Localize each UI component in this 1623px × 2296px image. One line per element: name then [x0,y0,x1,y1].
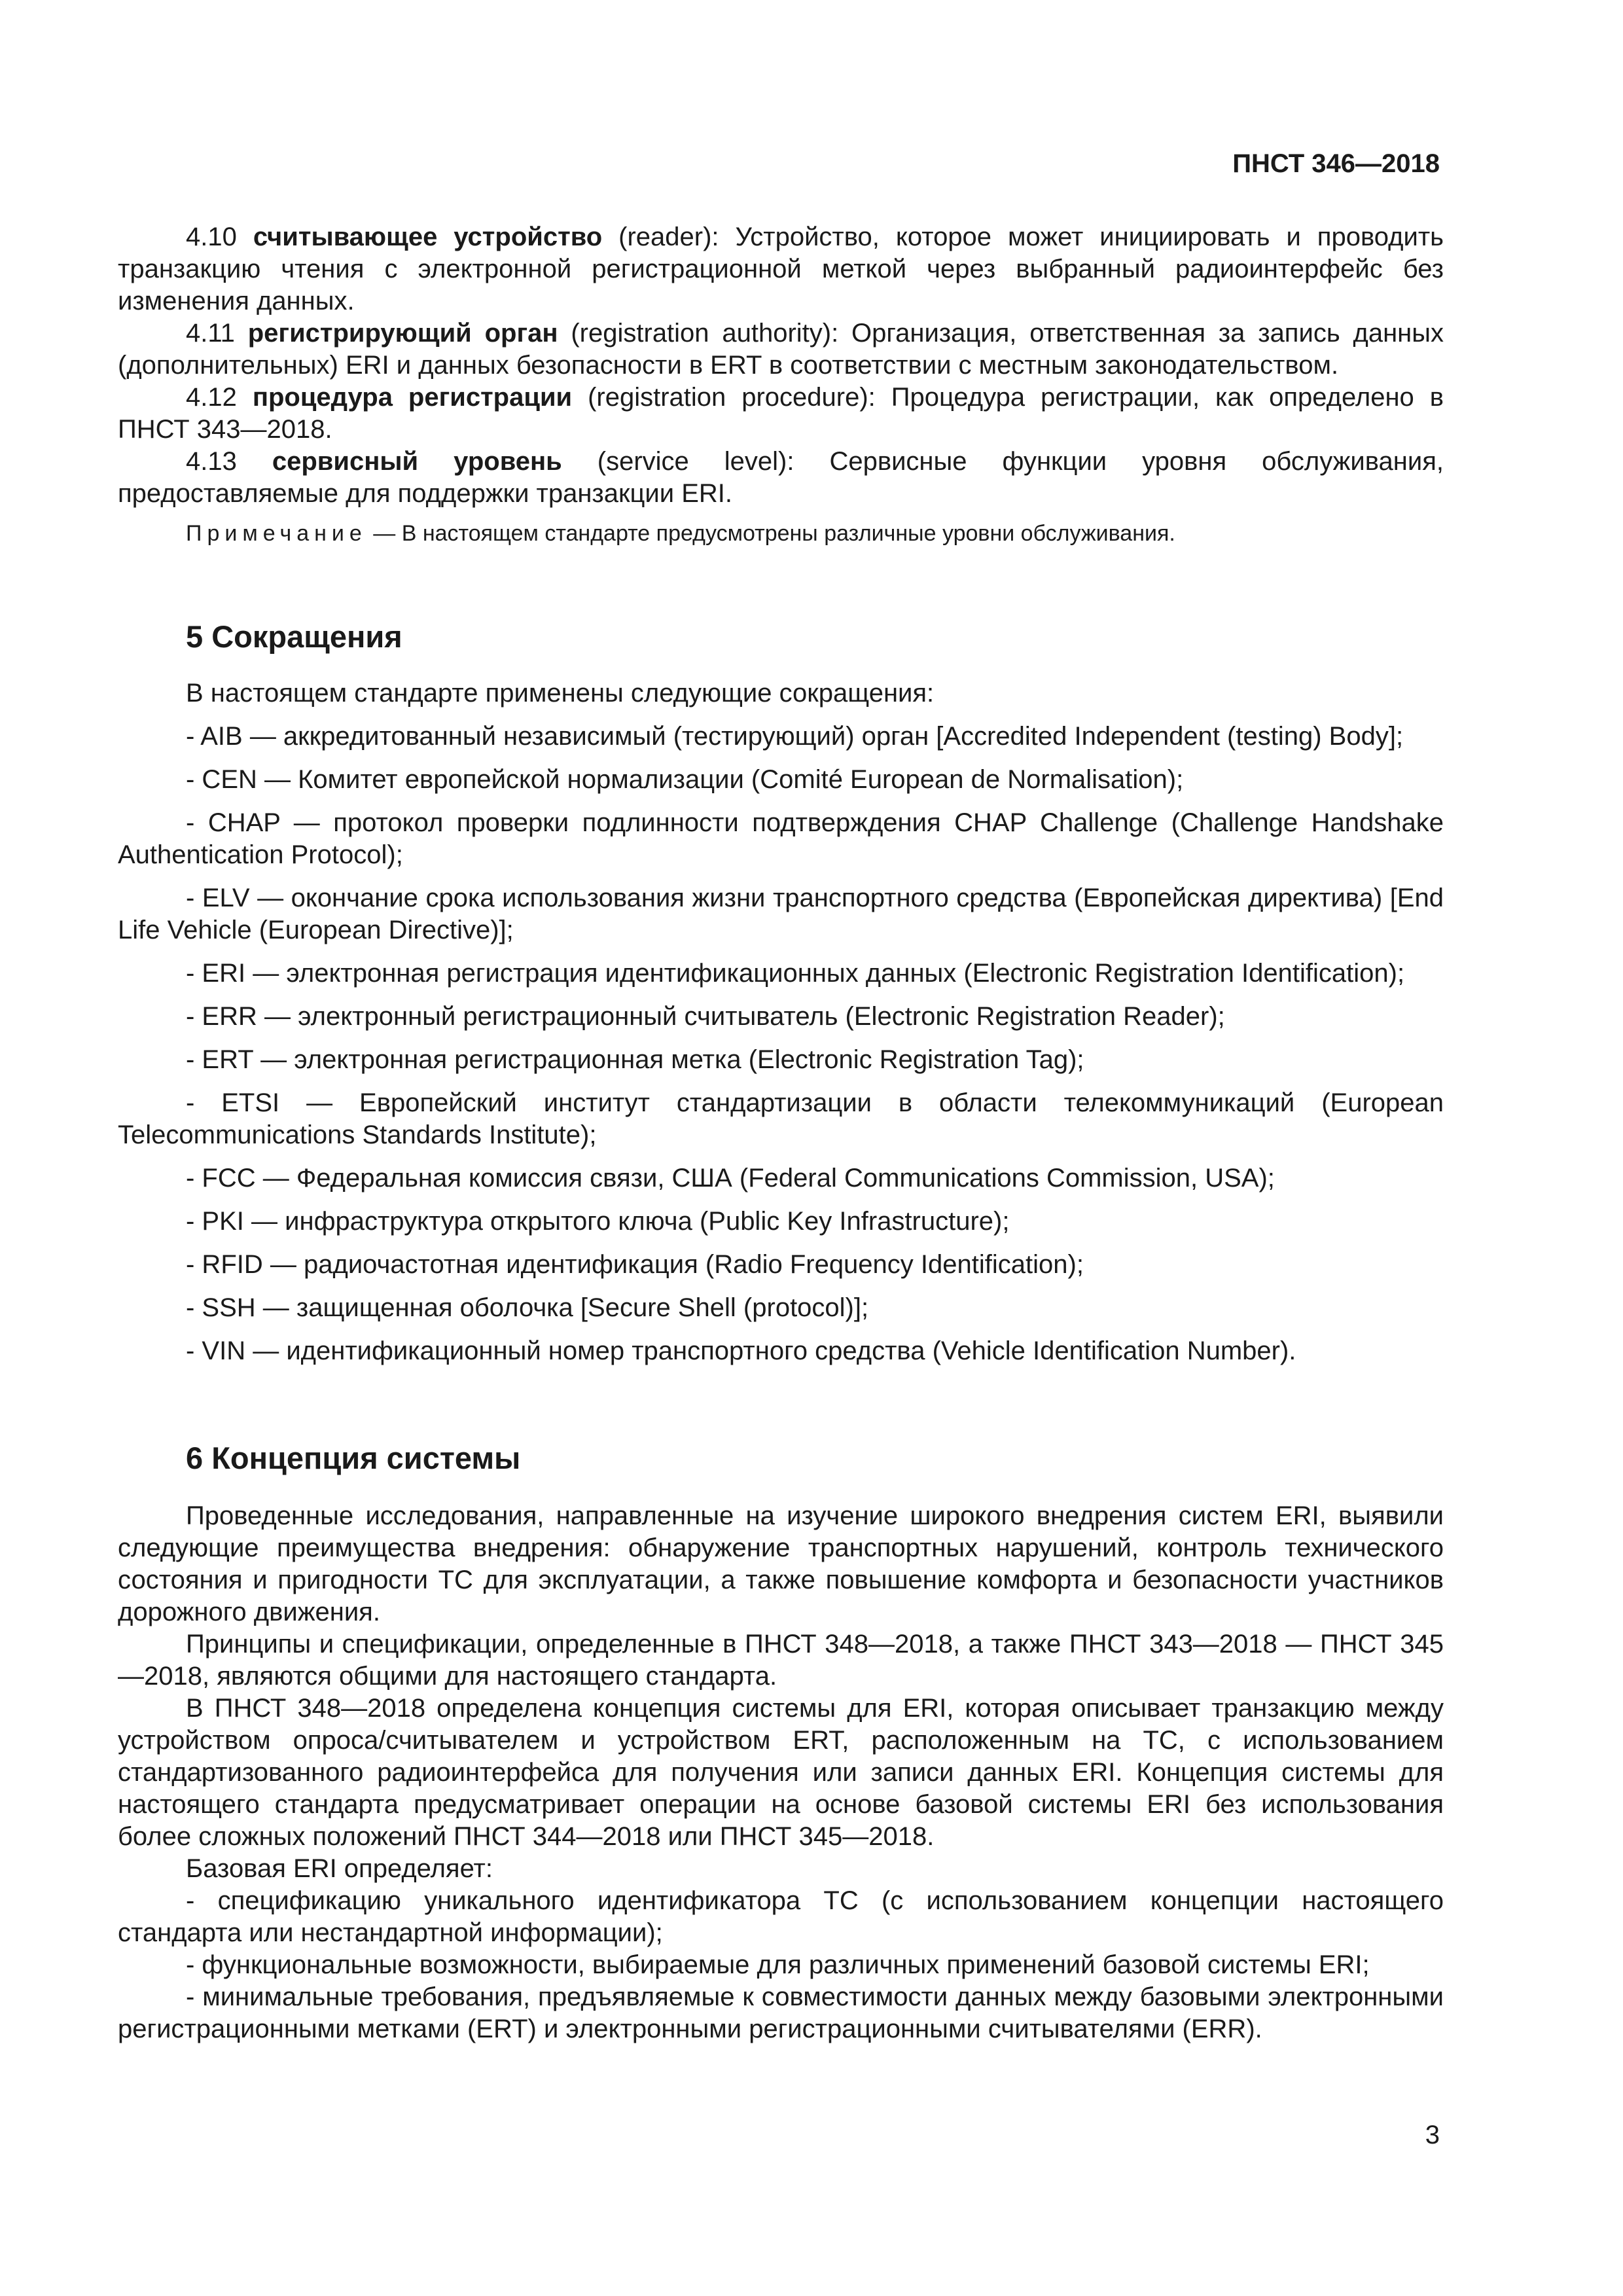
list-item: - AIB — аккредитованный независимый (тестирующий) орган [Accredited Independent (testing) Body]; [186,722,1404,751]
paragraph: Базовая ERI определяет: [186,1854,493,1883]
section-title: 6 Концепция системы [186,1441,521,1475]
note [186,519,1444,548]
term-paragraph: 4.10 считывающее устройство (reader): Устройство, которое может инициировать и проводить транзакцию чтения с электронной регистрационной меткой через выбранный радиоинтерфейс без изменения данных. [118,223,1444,315]
list-item: - VIN — идентификационный номер транспортного средства (Vehicle Identification Number). [186,1336,1296,1365]
list-item: - SSH — защищенная оболочка [Secure Shell (protocol)]; [186,1293,869,1322]
list-item: - FCC — Федеральная комиссия связи, США (Federal Communications Commission, USA); [186,1164,1275,1193]
list-item: - ETSI — Европейский институт стандартизации в области телекоммуникаций (European Telecommunications Standards Institute); [118,1088,1444,1149]
list-item: - PKI — инфраструктура открытого ключа (Public Key Infrastructure); [186,1207,1010,1236]
document-code: ПНСТ 346—2018 [1232,149,1440,178]
list-item: - ERR — электронный регистрационный считыватель (Electronic Registration Reader); [186,1002,1225,1031]
concept-text [118,1500,1444,2045]
term-name: регистрирующий орган [247,319,558,348]
list-item: - RFID — радиочастотная идентификация (Radio Frequency Identification); [186,1250,1084,1279]
list-item: - спецификацию уникального идентификатора ТС (с использованием концепции настоящего стандарта или нестандартной информации); [118,1886,1444,1947]
list-item: - функциональные возможности, выбираемые для различных применений базовой системы ERI; [186,1950,1370,1979]
list-item: - минимальные требования, предъявляемые к совместимости данных между базовыми электронными регистрационными метками (ERT) и электронными регистрационными считывателями (ERR). [118,1982,1444,2043]
term-name: считывающее устройство [253,223,603,251]
paragraph: Принципы и спецификации, определенные в ПНСТ 348—2018, а также ПНСТ 343—2018 — ПНСТ 345—2018, являются общими для настоящего стандарта. [118,1630,1444,1691]
note-label: Примечание [186,521,367,546]
list-item: - CHAP — протокол проверки подлинности подтверждения CHAP Challenge (Challenge Handshake Authentication Protocol); [118,808,1444,869]
term-paragraph: 4.11 регистрирующий орган (registration authority): Организация, ответственная за запись данных (дополнительных) ERI и данных безопасности в ERT в соответствии с местным законодательством. [118,319,1444,380]
list-item: - CEN — Комитет европейской нормализации (Comité European de Normalisation); [186,765,1184,794]
section-5 [118,619,1444,655]
abbreviations [118,677,1444,1367]
page-number: 3 [1425,2121,1440,2149]
list-item: - ERI — электронная регистрация идентификационных данных (Electronic Registration Identification); [186,959,1405,988]
term-name: сервисный уровень [272,447,562,476]
terms-block [118,221,1444,548]
section-6 [118,1440,1444,1477]
term-name: процедура регистрации [252,383,573,412]
section-title: 5 Сокращения [186,619,402,654]
paragraph: В ПНСТ 348—2018 определена концепция системы для ERI, которая описывает транзакцию между устройством опроса/считывателем и устройством ERT, расположенным на ТС, с использованием стандартизованного радиоинтерфейса для получения или записи данных ERI. Концепция системы для настоящего стандарта предусматривает операции на основе базовой системы ERI без использования более сложных положений ПНСТ 344—2018 или ПНСТ 345—2018. [118,1694,1444,1851]
paragraph: Проведенные исследования, направленные на изучение широкого внедрения систем ERI, выявили следующие преимущества внедрения: обнаружение транспортных нарушений, контроль технического состояния и пригодности ТС для эксплуатации, а также повышение комфорта и безопасности участников дорожного движения. [118,1501,1444,1626]
term-paragraph: 4.12 процедура регистрации (registration procedure): Процедура регистрации, как определено в ПНСТ 343—2018. [118,383,1444,444]
term-paragraph: 4.13 сервисный уровень (service level): Сервисные функции уровня обслуживания, предоставляемые для поддержки транзакции ERI. [118,447,1444,508]
note-text: — В настоящем стандарте предусмотрены различные уровни обслуживания. [366,521,1175,546]
list-item: - ELV — окончание срока использования жизни транспортного средства (Европейская директива) [End Life Vehicle (European Directive)]; [118,884,1444,944]
section-intro: В настоящем стандарте применены следующие сокращения: [186,679,935,708]
list-item: - ERT — электронная регистрационная метка (Electronic Registration Tag); [186,1045,1084,1074]
